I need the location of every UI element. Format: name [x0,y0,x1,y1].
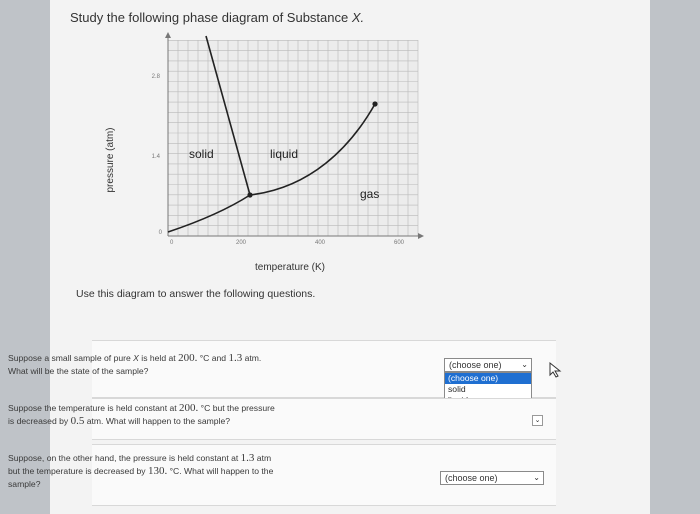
answer-1-select[interactable]: (choose one) ⌄ [444,358,532,372]
critical-point [372,101,377,106]
x-tick-400: 400 [315,240,326,246]
y-tick-2.8: 2.8 [151,74,160,80]
x-tick-0: 0 [170,240,174,246]
x-tick-200: 200 [236,240,247,246]
triple-point [247,192,252,197]
y-tick-0: 0 [158,230,162,236]
x-axis-label: temperature (K) [254,262,326,273]
instructions-text: Use this diagram to answer the following questions. [76,288,316,300]
dropdown-option-choose-one[interactable]: (choose one) [445,373,531,384]
y-axis-label: pressure (atm) [105,127,116,193]
chevron-down-icon: ⌄ [533,473,540,482]
heading-variable: X. [351,10,365,25]
answer-2-dropdown-toggle[interactable] [532,415,543,426]
question-1-text: Suppose a small sample of pure X is held at 200. °C and 1.3 atm. What will be the state of the sample? [8,352,262,376]
x-tick-600: 600 [394,240,405,246]
region-liquid-label: liquid [270,147,299,161]
region-solid-label: solid [189,147,214,161]
answer-3-select[interactable]: (choose one) ⌄ [440,471,544,485]
mouse-cursor-icon [549,362,563,378]
dropdown-option-solid[interactable]: solid [448,384,466,394]
region-gas-label: gas [360,187,380,201]
page-heading [70,10,364,25]
chevron-down-icon: ⌄ [534,417,541,424]
phase-diagram [100,28,430,273]
heading-text: Study the following phase diagram of Substance [70,10,352,25]
question-2-text: Suppose the temperature is held constant at 200. °C but the pressure is decreased by 0.5 atm. What will happen to the sample? [8,402,275,427]
chevron-down-icon: ⌄ [521,360,528,369]
y-tick-1.4: 1.4 [151,154,160,160]
question-3-text: Suppose, on the other hand, the pressure is held constant at 1.3 atm but the temperature is decreased by 130. °C. What will happen to the sample? [8,452,274,489]
